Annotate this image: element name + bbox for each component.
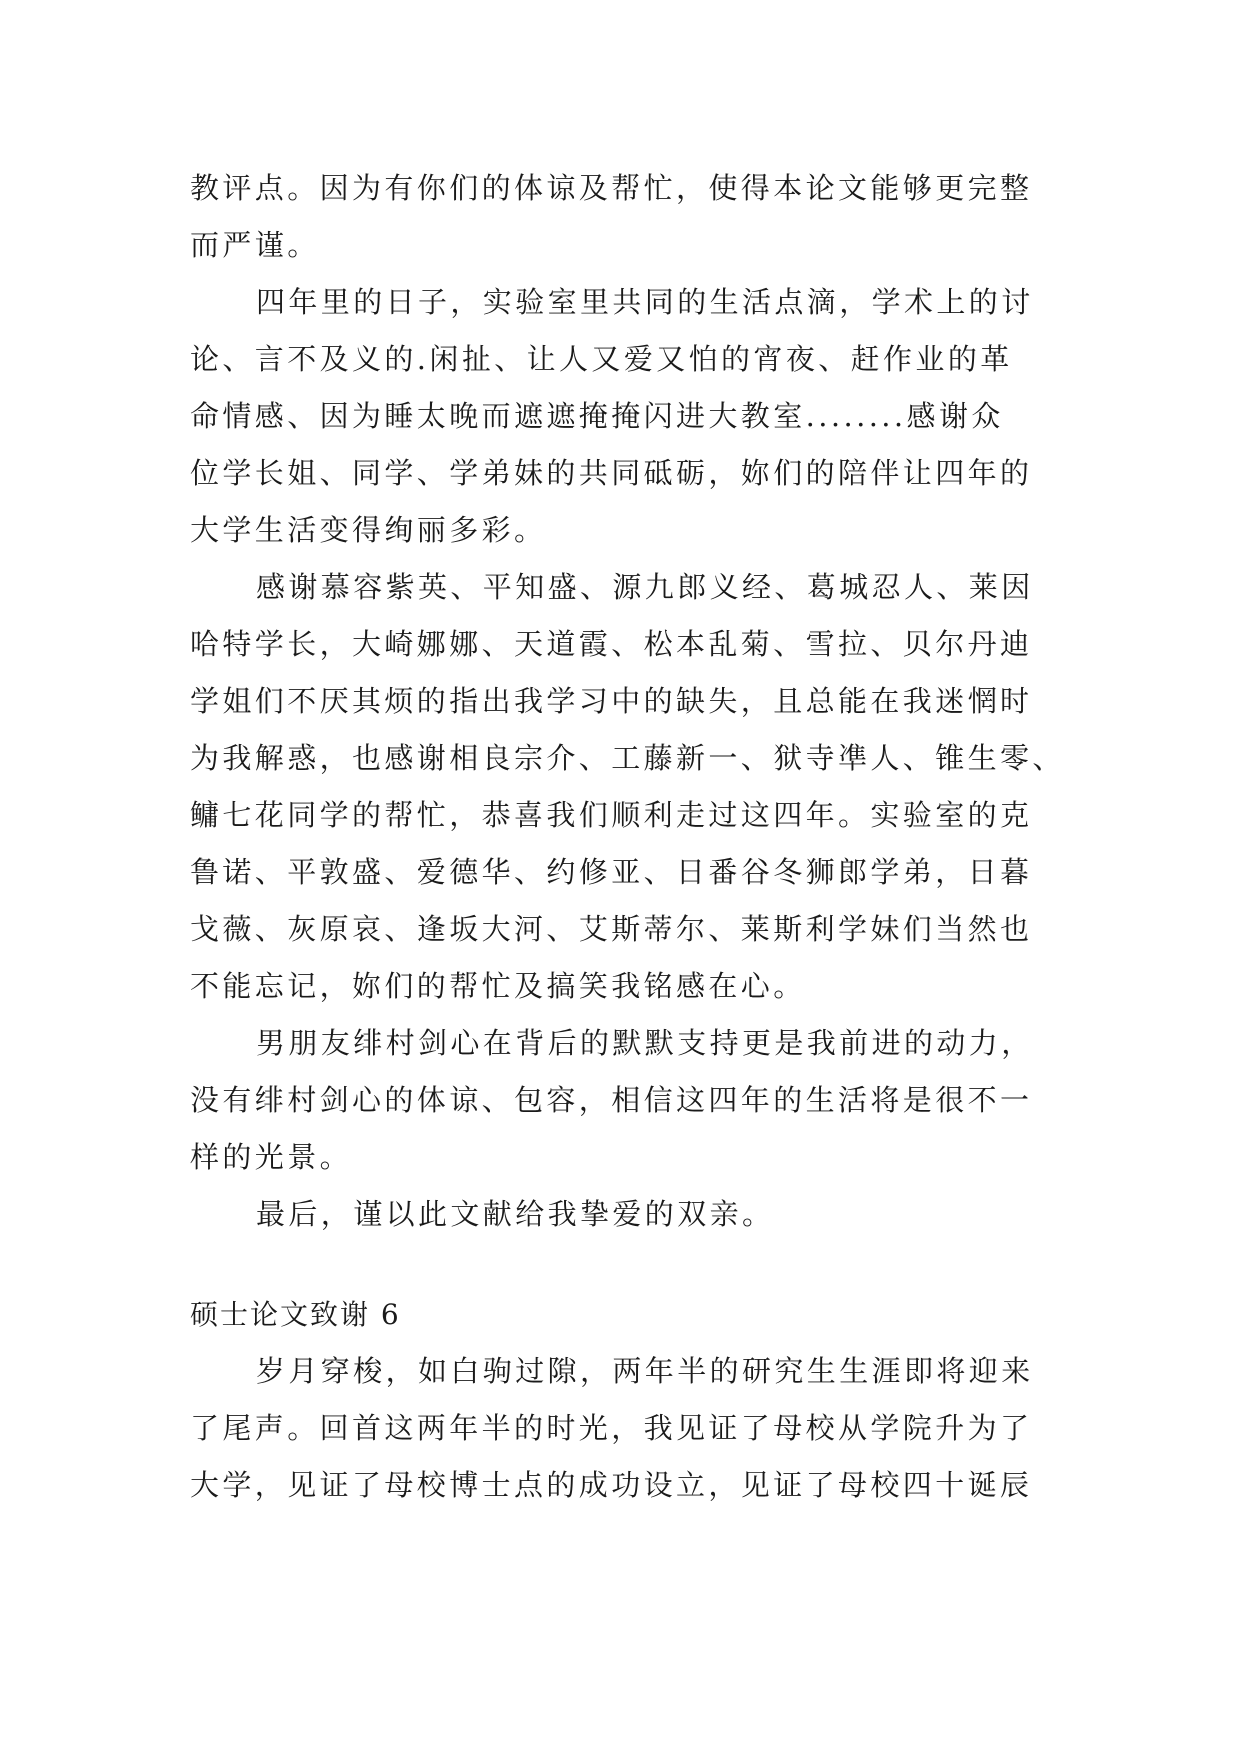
text-line: 命情感、因为睡太晚而遮遮掩掩闪进大教室........感谢众 (190, 399, 1004, 433)
paragraph-3 (190, 559, 1065, 1015)
text-line: 鳙七花同学的帮忙，恭喜我们顺利走过这四年。实验室的克 (190, 798, 1033, 832)
text-line: 男朋友绯村剑心在背后的默默支持更是我前进的动力， (256, 1026, 1034, 1060)
text-line: 大学生活变得绚丽多彩。 (190, 513, 547, 547)
text-line: 论、言不及义的.闲扯、让人又爱又怕的宵夜、赶作业的革 (190, 342, 1013, 376)
text-line: 四年里的日子，实验室里共同的生活点滴，学术上的讨 (256, 285, 1034, 319)
paragraph-5 (190, 1186, 1058, 1243)
paragraph-4 (190, 1015, 1058, 1186)
text-line: 样的光景。 (190, 1140, 353, 1174)
text-line: 了尾声。回首这两年半的时光，我见证了母校从学院升为了 (190, 1411, 1033, 1445)
text-line: 最后，谨以此文献给我挚爱的双亲。 (256, 1197, 775, 1231)
section-spacer (190, 1243, 1058, 1286)
text-line: 哈特学长，大崎娜娜、天道霞、松本乱菊、雪拉、贝尔丹迪 (190, 627, 1033, 661)
text-line: 学姐们不厌其烦的指出我学习中的缺失，且总能在我迷惘时 (190, 684, 1033, 718)
paragraph-1 (190, 160, 1058, 274)
text-line: 戈薇、灰原哀、逢坂大河、艾斯蒂尔、莱斯利学妹们当然也 (190, 912, 1033, 946)
paragraph-2 (190, 274, 1058, 559)
section-heading: 硕士论文致谢 6 (190, 1298, 401, 1331)
text-line: 而严谨。 (190, 228, 320, 262)
document-page (190, 160, 1065, 1514)
text-line: 大学，见证了母校博士点的成功设立，见证了母校四十诞辰 (190, 1468, 1033, 1502)
paragraph-6 (190, 1343, 1058, 1514)
text-line: 教评点。因为有你们的体谅及帮忙，使得本论文能够更完整 (190, 171, 1033, 205)
text-line: 没有绯村剑心的体谅、包容，相信这四年的生活将是很不一 (190, 1083, 1033, 1117)
text-line: 鲁诺、平敦盛、爱德华、约修亚、日番谷冬狮郎学弟，日暮 (190, 855, 1033, 889)
text-line: 岁月穿梭，如白驹过隙，两年半的研究生生涯即将迎来 (256, 1354, 1034, 1388)
text-line: 感谢慕容紫英、平知盛、源九郎义经、葛城忍人、莱因 (256, 570, 1034, 604)
text-line: 为我解惑，也感谢相良宗介、工藤新一、狱寺凖人、锥生零、 (190, 741, 1065, 775)
text-line: 不能忘记，妳们的帮忙及搞笑我铭感在心。 (190, 969, 806, 1003)
text-line: 位学长姐、同学、学弟妹的共同砥砺，妳们的陪伴让四年的 (190, 456, 1033, 490)
